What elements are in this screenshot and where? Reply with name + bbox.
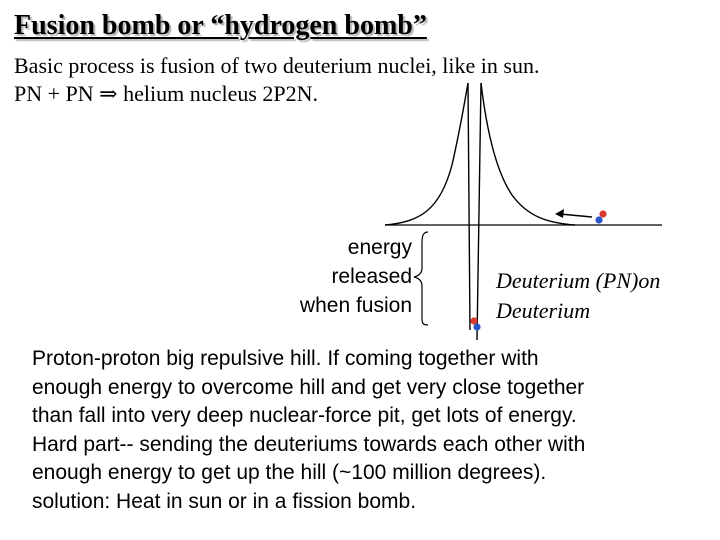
explanation-line-2: enough energy to overcome hill and get very close together bbox=[32, 375, 585, 399]
incoming-arrow-head bbox=[555, 209, 564, 218]
slide-title: Fusion bomb or “hydrogen bomb” bbox=[14, 10, 427, 41]
nuclear-pit-left-wall bbox=[468, 83, 470, 330]
energy-label-line-3: when fusion bbox=[299, 294, 412, 317]
deuterium-label bbox=[496, 266, 660, 326]
deuterium-label-line-2: Deuterium bbox=[496, 298, 591, 323]
nuclear-pit-right-wall bbox=[477, 83, 481, 340]
incoming-arrow bbox=[560, 214, 592, 217]
incoming-neutron bbox=[595, 216, 602, 223]
repulsive-hill-right bbox=[481, 83, 575, 225]
incoming-proton bbox=[599, 210, 606, 217]
explanation-line-4: Hard part-- sending the deuteriums towards each other with bbox=[32, 432, 586, 456]
energy-released-label bbox=[250, 233, 412, 320]
energy-label-line-1: energy bbox=[347, 236, 412, 259]
energy-label-line-2: released bbox=[331, 265, 412, 288]
pit-neutron bbox=[473, 323, 480, 330]
explanation-line-6: solution: Heat in sun or in a fission bomb. bbox=[32, 489, 417, 513]
deuterium-label-line-1: Deuterium (PN)on bbox=[496, 268, 661, 293]
intro-line-2: PN + PN ⇒ helium nucleus 2P2N. bbox=[14, 81, 319, 106]
intro-line-1: Basic process is fusion of two deuterium nuclei, like in sun. bbox=[14, 53, 540, 78]
explanation-text bbox=[32, 345, 712, 516]
energy-released-brace bbox=[414, 232, 428, 325]
repulsive-hill-left bbox=[385, 83, 468, 225]
explanation-line-3: than fall into very deep nuclear-force pit, get lots of energy. bbox=[32, 404, 577, 427]
explanation-line-5: enough energy to get up the hill (~100 million degrees). bbox=[32, 461, 547, 484]
explanation-line-1: Proton-proton big repulsive hill. If coming together with bbox=[32, 347, 539, 370]
